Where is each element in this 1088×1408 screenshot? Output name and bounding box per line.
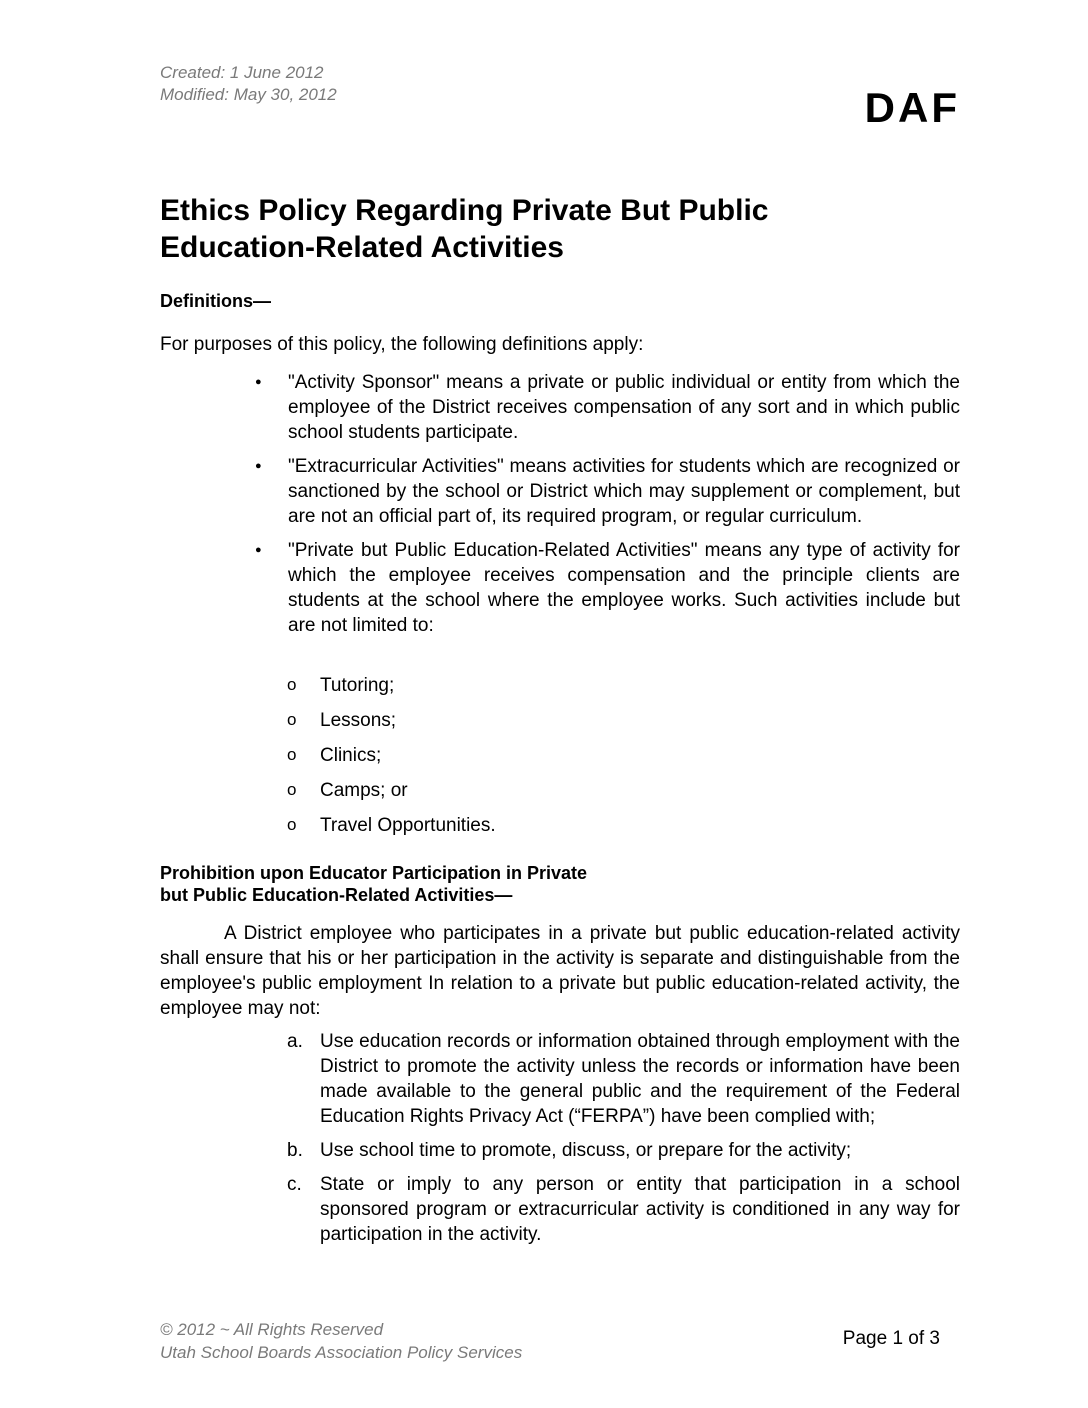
modified-date: Modified: May 30, 2012 bbox=[160, 85, 337, 104]
prohibition-item bbox=[287, 1172, 960, 1247]
prohibition-list bbox=[287, 1029, 960, 1256]
policy-title-line2: Education-Related Activities bbox=[160, 231, 564, 264]
prohibition-heading bbox=[160, 862, 587, 906]
prohibition-item bbox=[287, 1029, 960, 1129]
activity-example: o Tutoring; bbox=[320, 673, 496, 698]
copyright-text: © 2012 ~ All Rights Reserved bbox=[160, 1320, 384, 1339]
definitions-heading: Definitions— bbox=[160, 291, 271, 311]
policy-code: DAF bbox=[864, 84, 960, 131]
prohibition-paragraph: A District employee who participates in a private but public education-related activity shall ensure that his or her participation in the activity is separate and distinguishable from the employee's public employment In relation to a private but public education-related activity, the employee may not: bbox=[160, 923, 960, 1019]
item-label: b. bbox=[287, 1140, 303, 1161]
activity-example: o Camps; or bbox=[320, 778, 496, 803]
item-label: a. bbox=[287, 1031, 303, 1052]
item-text: Use education records or information obtained through employment with the District to promote the activity unless the records or information have been made available to the general public and the requirement of the Federal Education Rights Privacy Act (“FERPA”) have been complied with; bbox=[320, 1031, 960, 1127]
activity-example: o Clinics; bbox=[320, 743, 496, 768]
prohibition-heading-line2: but Public Education-Related Activities— bbox=[160, 885, 513, 905]
item-text: Use school time to promote, discuss, or prepare for the activity; bbox=[320, 1140, 852, 1161]
document-meta bbox=[160, 62, 337, 106]
definition-item: ● "Activity Sponsor" means a private or public individual or entity from which the employee of the District receives compensation of any sort and in which public school students participate. bbox=[288, 370, 960, 445]
policy-title-line1: Ethics Policy Regarding Private But Public bbox=[160, 194, 769, 227]
organization-text: Utah School Boards Association Policy Services bbox=[160, 1343, 523, 1362]
activity-example: o Lessons; bbox=[320, 708, 496, 733]
definition-item: ● "Extracurricular Activities" means activities for students which are recognized or sanctioned by the school or District which may supplement or complement, but are not an official part of, its required program, or regular curriculum. bbox=[288, 454, 960, 529]
item-label: c. bbox=[287, 1174, 302, 1195]
page-number: Page 1 of 3 bbox=[842, 1328, 940, 1349]
definitions-intro: For purposes of this policy, the following definitions apply: bbox=[160, 334, 644, 355]
prohibition-item bbox=[287, 1138, 960, 1163]
prohibition-heading-line1: Prohibition upon Educator Participation in Private bbox=[160, 863, 588, 883]
activity-example: o Travel Opportunities. bbox=[320, 813, 496, 838]
created-date: Created: 1 June 2012 bbox=[160, 63, 324, 82]
footer bbox=[160, 1318, 522, 1364]
activity-examples-list bbox=[320, 673, 496, 848]
item-text: State or imply to any person or entity that participation in a school sponsored program or extracurricular activity is conditioned in any way for participation in the activity. bbox=[320, 1174, 960, 1245]
definition-item: ● "Private but Public Education-Related Activities" means any type of activity for which the employee receives compensation and the principle clients are students at the school where the employee works. Such activities include but are not limited to: bbox=[288, 538, 960, 638]
policy-title bbox=[160, 192, 980, 266]
definitions-list bbox=[288, 370, 960, 647]
